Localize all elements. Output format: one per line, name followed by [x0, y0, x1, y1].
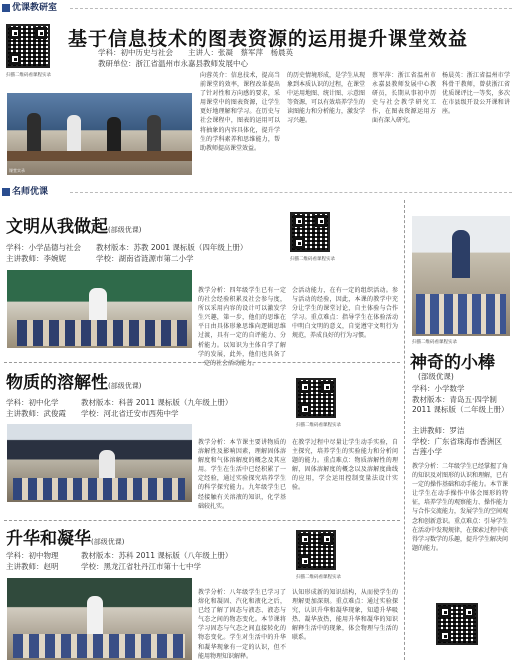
section-label: 名师优课 — [12, 187, 49, 197]
lesson-column-2: 在教学过程中尽量让学生动手实验，自主探究，培养学生的实验能力和分析问题的能力。重点难点：物质溶解性的理解，固体溶解度的概念以及溶解度曲线的应用，学会运用控制变量法设计实验。 — [292, 439, 398, 492]
lesson-teacher: 主讲教师：李婉妮 学校：湖南省涟源市第二小学 — [6, 254, 194, 263]
feature-column-2: 的历史情境形成，是学生从现象到本质认识的过程，在课堂中运用地图、统计图、示意图等资源，可以有效培养学生的读图能力和分析能力，激发学习兴趣。 — [287, 72, 366, 125]
feature-unit: 教研单位：浙江省温州市永嘉县教师发展中心 — [98, 59, 248, 68]
qr-caption: 扫描二维码看课程实录 — [290, 257, 335, 262]
lesson-column-1: 教学分析：四年级学生已有一定的社会经验积累及社会参与度，所以采用内容的设计可以激发学生兴趣，第一步，他们的思维在平日由具体形象思维向逻辑思维过渡，具有一定的自评能力、分析能力。以知识为主体自学了解学的发展，此外，他们也具备了一定的社会活动能力。 — [198, 287, 286, 367]
feature-speakers: 学科：初中历史与社会 主讲人：张凝 蔡军萍 杨晨英 — [98, 48, 293, 57]
lesson-subject: 学科：初中化学 教材版本：科普 2011 课标版（九年级上册） — [6, 398, 233, 407]
side-text: 教学分析：二年级学生已经掌握了角的知识及对图形的认识和理解，已有一定的操作基础和动手能力。本节课让学生在动手操作中体会图形的特征，培养学生的观察能力、操作能力与合作交流能力，发展学生的空间观念和创新意识。重点难点：引导学生在活动中发现规律，在探索过程中获得学习数学的乐趣，提升学生解决问题的能力。 — [412, 463, 509, 552]
lesson-photo — [7, 578, 192, 660]
lesson-title — [6, 524, 124, 549]
lesson-title-text: 物质的溶解性 — [6, 373, 108, 393]
photo-caption: 课堂实录 — [9, 168, 25, 173]
lesson-divider — [4, 362, 400, 363]
qr-caption: 扫描二维码看课程实录 — [296, 423, 341, 428]
side-school: 学校：广东省珠海市香洲区吉莲小学 — [412, 437, 502, 456]
section-header-famous — [0, 186, 514, 198]
qr-eye-icon — [293, 237, 305, 249]
column-divider — [404, 200, 405, 660]
section-label: 优课教研室 — [12, 3, 58, 13]
qr-eye-icon — [293, 215, 305, 227]
qr-eye-icon — [439, 630, 451, 642]
lesson-photo — [7, 270, 192, 348]
feature-qr-code[interactable] — [6, 24, 50, 68]
lesson-tag: (部级优课) — [91, 538, 125, 546]
side-tag: (部级优课) — [418, 372, 454, 381]
lesson-qr-code[interactable] — [296, 530, 336, 570]
lesson-photo — [7, 424, 192, 502]
qr-eye-icon — [321, 533, 333, 545]
feature-photo — [7, 93, 192, 175]
lesson-title — [6, 212, 141, 237]
lesson-qr-code[interactable] — [290, 212, 330, 252]
qr-eye-icon — [463, 606, 475, 618]
lesson-title-text: 文明从我做起 — [6, 217, 108, 237]
lesson-column-2: 认知形成新的知识结构，从而使学生的理解更加深刻。重点难点：通过实验探究，认识升华和凝华现象，知道升华吸热、凝华放热，能用升华和凝华的知识解释生活中的现象，体会物理与生活的联系。 — [292, 589, 398, 642]
lesson-column-1: 教学分析：本节课主要讲物质的溶解性及影响因素，理解固体溶解度和气体溶解度的概念及其应用。学生在生活中已经积累了一定经验，通过实验探究培养学生的科学探究能力。九年级学生已经接触有关溶液的知识，化学基础较扎实。 — [198, 439, 286, 510]
qr-eye-icon — [35, 27, 47, 39]
lesson-tag: (部级优课) — [108, 382, 142, 390]
feature-column-4: 杨晨英：浙江省温州市学科骨干教师，曾获浙江省优质课评比一等奖，多次在市县级开设公开课和讲座。 — [442, 72, 510, 116]
qr-eye-icon — [299, 403, 311, 415]
lesson-subject: 学科：小学品德与社会 教材版本：苏教 2001 课标版（四年级上册） — [6, 243, 248, 252]
qr-eye-icon — [299, 533, 311, 545]
lesson-divider — [4, 520, 400, 521]
qr-caption: 扫描二维码看课程实录 — [6, 73, 51, 78]
qr-eye-icon — [439, 606, 451, 618]
qr-eye-icon — [9, 53, 21, 65]
feature-title: 基于信息技术的图表资源的运用提升课堂效益 — [68, 28, 469, 50]
lesson-tag: (部级优课) — [108, 226, 142, 234]
qr-eye-icon — [315, 215, 327, 227]
side-qr-code[interactable] — [436, 603, 478, 645]
lesson-column-2: 会活动能力，在有一定的组织活动。参与活动的经验，因此，本课的教学中充分让学生的课堂讨论，自主体验与合作学习。重点难点：指导学生在体验活动中明白文明的意义，自觉遵守文明行为规范，养成良好的行为习惯。 — [292, 287, 398, 340]
side-subject: 学科：小学数学 — [412, 384, 465, 393]
lesson-title — [6, 368, 141, 393]
section-divider — [70, 8, 512, 9]
section-marker — [2, 4, 10, 12]
lesson-title-text: 升华和凝华 — [6, 529, 91, 549]
feature-column-1: 向蓉英介：信息技术，提高当前课堂的效率，课程改革提出了针对性和方向感的要求，采用课堂中的图表资源，让学生更好地理解和学习。在历史与社会课程中，图表的运用可以将抽象的内容具体化，提升学生的学科素养和思维能力，帮助教师提高课堂效益。 — [200, 72, 280, 152]
side-edition: 教材版本：青岛五·四学制 2011 课标版（二年级上册） — [412, 395, 509, 414]
lesson-column-1: 教学分析：八年级学生已学习了熔化和凝固、汽化和液化之后，已经了解了固态与液态、液态与气态之间的物态变化。本节课将学习固态与气态之间直接转化的物态变化。学生对生活中的升华和凝华现象有一定的认识，但不能用物理知识解释。 — [198, 589, 286, 660]
side-photo — [412, 216, 510, 336]
lesson-qr-code[interactable] — [296, 378, 336, 418]
lesson-subject: 学科：初中物理 教材版本：苏科 2011 课标版（八年级上册） — [6, 551, 233, 560]
side-title: 神奇的小棒 — [410, 353, 495, 373]
qr-eye-icon — [321, 381, 333, 393]
section-divider — [70, 192, 512, 193]
feature-column-3: 蔡军萍：浙江省温州市永嘉县教师发展中心教研员，长期从事初中历史与社会教学研究工作，在图表资源运用方面有深入研究。 — [372, 72, 436, 125]
section-header-top — [0, 2, 514, 14]
qr-caption: 扫描二维码看课程实录 — [412, 340, 457, 345]
qr-eye-icon — [9, 27, 21, 39]
lesson-teacher: 主讲教师：赵明 学校：黑龙江省牡丹江市第十七中学 — [6, 562, 201, 571]
section-marker — [2, 188, 10, 196]
qr-eye-icon — [299, 555, 311, 567]
lesson-teacher: 主讲教师：武俊霞 学校：河北省迁安市西苑中学 — [6, 409, 179, 418]
qr-eye-icon — [299, 381, 311, 393]
side-teacher: 主讲教师：罗洁 — [412, 426, 465, 435]
qr-caption: 扫描二维码看课程实录 — [296, 575, 341, 580]
